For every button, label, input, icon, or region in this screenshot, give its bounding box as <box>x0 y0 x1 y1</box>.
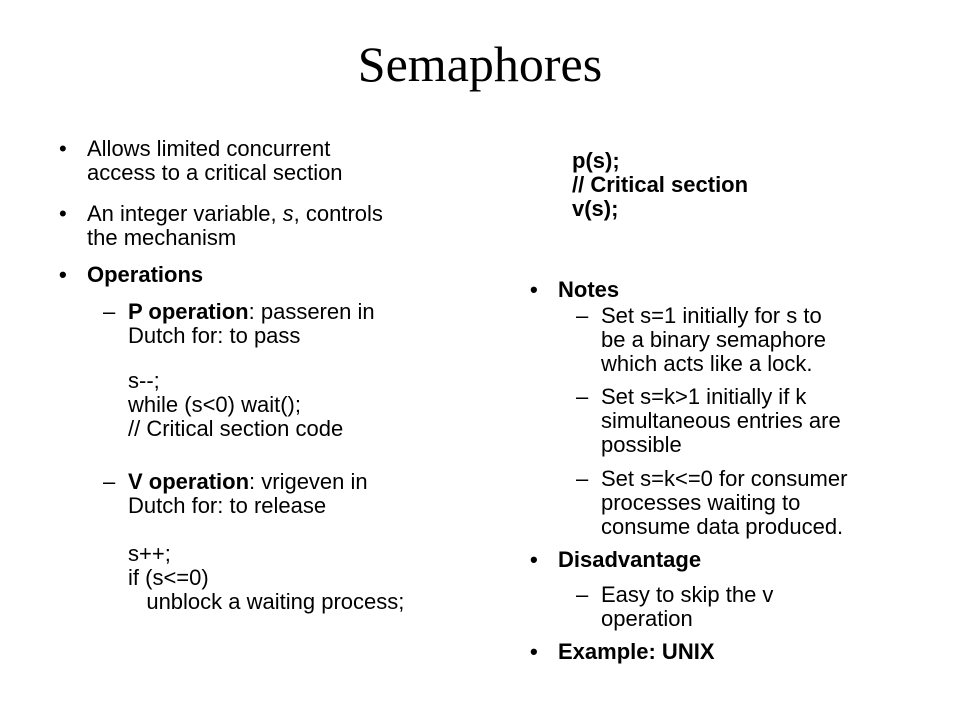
note-line: operation <box>601 606 693 631</box>
text-run: , controls <box>293 201 383 226</box>
note-simultaneous-entries <box>601 385 841 457</box>
note-line: consume data produced. <box>601 514 844 539</box>
variable-name: s <box>282 201 294 226</box>
operation-name: V operation <box>128 469 250 494</box>
bullet-text-line: • Allows limited concurrent <box>87 136 331 161</box>
text-run: An integer variable, <box>87 201 283 226</box>
code-line: v(s); <box>572 196 619 221</box>
sub-bullet-line <box>128 300 375 324</box>
note-line: possible <box>601 432 682 457</box>
code-line: unblock a waiting process; <box>128 589 405 614</box>
code-line: while (s<0) wait(); <box>128 392 301 417</box>
note-consumer-processes <box>601 467 847 539</box>
sub-bullet-line: Dutch for: to pass <box>128 323 301 348</box>
note-line: – Easy to skip the v <box>601 582 774 607</box>
code-line: if (s<=0) <box>128 565 209 590</box>
sub-bullet-v-operation <box>128 470 368 518</box>
bullet-operations: • Operations <box>87 263 203 287</box>
note-binary-semaphore <box>601 304 826 376</box>
p-operation-code <box>128 369 343 441</box>
slide-title: Semaphores <box>357 36 603 92</box>
v-operation-code <box>128 542 404 614</box>
operation-name: P operation <box>128 299 249 324</box>
bullet-example-unix: • Example: UNIX <box>558 640 715 664</box>
code-line: // Critical section <box>572 172 749 197</box>
note-skip-v-operation <box>601 583 773 631</box>
note-line: be a binary semaphore <box>601 327 827 352</box>
note-line: – Set s=k<=0 for consumer <box>601 466 848 491</box>
note-line: – Set s=k>1 initially if k <box>601 384 807 409</box>
note-line: – Set s=1 initially for s to <box>601 303 822 328</box>
bullet-integer-variable <box>87 202 383 250</box>
sub-bullet-line: Dutch for: to release <box>128 493 327 518</box>
text-run: : passeren in <box>248 299 375 324</box>
code-line: // Critical section code <box>128 416 344 441</box>
note-line: processes waiting to <box>601 490 801 515</box>
text-run: : vrigeven in <box>249 469 368 494</box>
critical-section-code <box>572 149 748 221</box>
bullet-text-line: access to a critical section <box>87 160 343 185</box>
bullet-text-line <box>87 202 383 226</box>
note-line: simultaneous entries are <box>601 408 841 433</box>
bullet-limited-access <box>87 137 343 185</box>
sub-bullet-line <box>128 470 368 494</box>
bullet-disadvantage: • Disadvantage <box>558 548 701 572</box>
bullet-notes: • Notes <box>558 278 619 302</box>
bullet-text-line: the mechanism <box>87 225 237 250</box>
code-line: s++; <box>128 541 171 566</box>
code-line: p(s); <box>572 148 620 173</box>
note-line: which acts like a lock. <box>601 351 813 376</box>
code-line: s--; <box>128 368 160 393</box>
sub-bullet-p-operation <box>128 300 375 348</box>
